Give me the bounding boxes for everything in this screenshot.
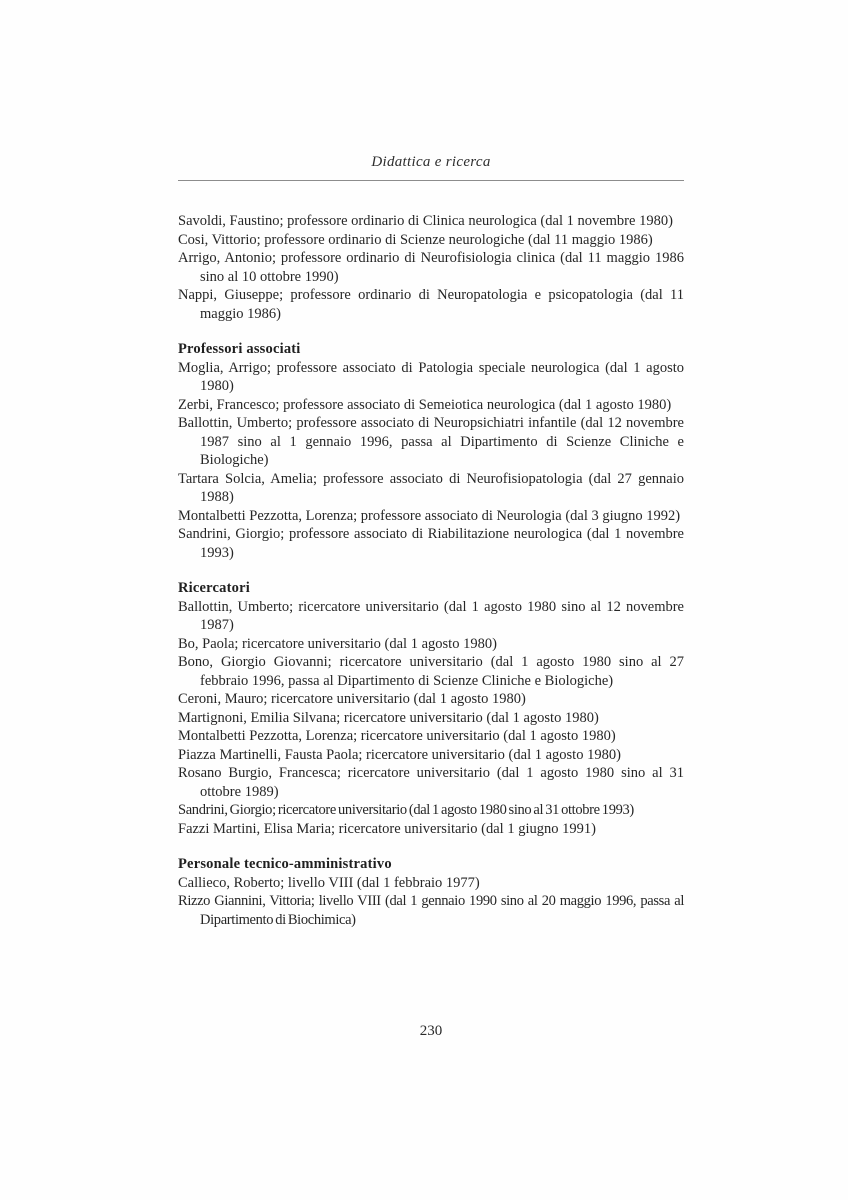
person-entry: Rosano Burgio, Francesca; ricercatore universitario (dal 1 agosto 1980 sino al 31 ottobre 1989) <box>178 765 684 800</box>
person-entry: Ceroni, Mauro; ricercatore universitario (dal 1 agosto 1980) <box>178 691 526 707</box>
person-entry: Arrigo, Antonio; professore ordinario di Neurofisiologia clinica (dal 11 maggio 1986 sino al 10 ottobre 1990) <box>178 250 684 285</box>
person-entry: Callieco, Roberto; livello VIII (dal 1 febbraio 1977) <box>178 874 480 891</box>
section-heading: Professori associati <box>178 341 301 357</box>
person-entry: Montalbetti Pezzotta, Lorenza; professore associato di Neurologia (dal 3 giugno 1992) <box>178 507 681 524</box>
person-entry: Fazzi Martini, Elisa Maria; ricercatore universitario (dal 1 giugno 1991) <box>178 820 596 837</box>
person-entry: Moglia, Arrigo; professore associato di Patologia speciale neurologica (dal 1 agosto 1980) <box>178 359 684 394</box>
person-entry: Ballottin, Umberto; ricercatore universitario (dal 1 agosto 1980 sino al 12 novembre 1987) <box>178 598 684 633</box>
person-entry: Tartara Solcia, Amelia; professore associato di Neurofisiopatologia (dal 27 gennaio 1988) <box>178 470 684 505</box>
person-entry: Savoldi, Faustino; professore ordinario di Clinica neurologica (dal 1 novembre 1980) <box>178 213 673 229</box>
section <box>178 579 684 838</box>
person-entry: Cosi, Vittorio; professore ordinario di Scienze neurologiche (dal 11 maggio 1986) <box>178 231 653 248</box>
person-entry: Nappi, Giuseppe; professore ordinario di Neuropatologia e psicopatologia (dal 11 maggio 1986) <box>178 287 684 322</box>
section-heading: Ricercatori <box>178 580 250 596</box>
person-entry: Montalbetti Pezzotta, Lorenza; ricercatore universitario (dal 1 agosto 1980) <box>178 728 616 744</box>
page-number: 230 <box>419 1023 443 1039</box>
person-entry: Sandrini, Giorgio; professore associato di Riabilitazione neurologica (dal 1 novembre 1993) <box>178 526 684 561</box>
person-entry: Bono, Giorgio Giovanni; ricercatore universitario (dal 1 agosto 1980 sino al 27 febbraio 1996, passa al Dipartimento di Scienze Cliniche e Biologiche) <box>178 654 684 689</box>
section <box>178 212 684 323</box>
person-entry: Bo, Paola; ricercatore universitario (dal 1 agosto 1980) <box>178 635 497 652</box>
running-head: Didattica e ricerca <box>371 154 491 170</box>
section-heading: Personale tecnico-amministrativo <box>178 856 392 872</box>
section <box>178 340 684 562</box>
person-entry: Ballottin, Umberto; professore associato di Neuropsichiatri infantile (dal 12 novembre 1987 sino al 1 gennaio 1996, passa al Dipartimento di Scienze Cliniche e Biologiche) <box>178 415 684 468</box>
person-entry: Sandrini, Giorgio; ricercatore universitario (dal 1 agosto 1980 sino al 31 ottobre 1993) <box>178 802 634 818</box>
section <box>178 855 684 929</box>
person-entry: Martignoni, Emilia Silvana; ricercatore universitario (dal 1 agosto 1980) <box>178 709 599 726</box>
header-rule <box>178 180 684 181</box>
person-entry: Zerbi, Francesco; professore associato di Semeiotica neurologica (dal 1 agosto 1980) <box>178 396 672 413</box>
person-entry: Piazza Martinelli, Fausta Paola; ricercatore universitario (dal 1 agosto 1980) <box>178 746 621 763</box>
person-entry: Rizzo Giannini, Vittoria; livello VIII (dal 1 gennaio 1990 sino al 20 maggio 1996, passa al Dipartimento di Biochimica) <box>178 893 684 928</box>
content <box>178 212 684 929</box>
